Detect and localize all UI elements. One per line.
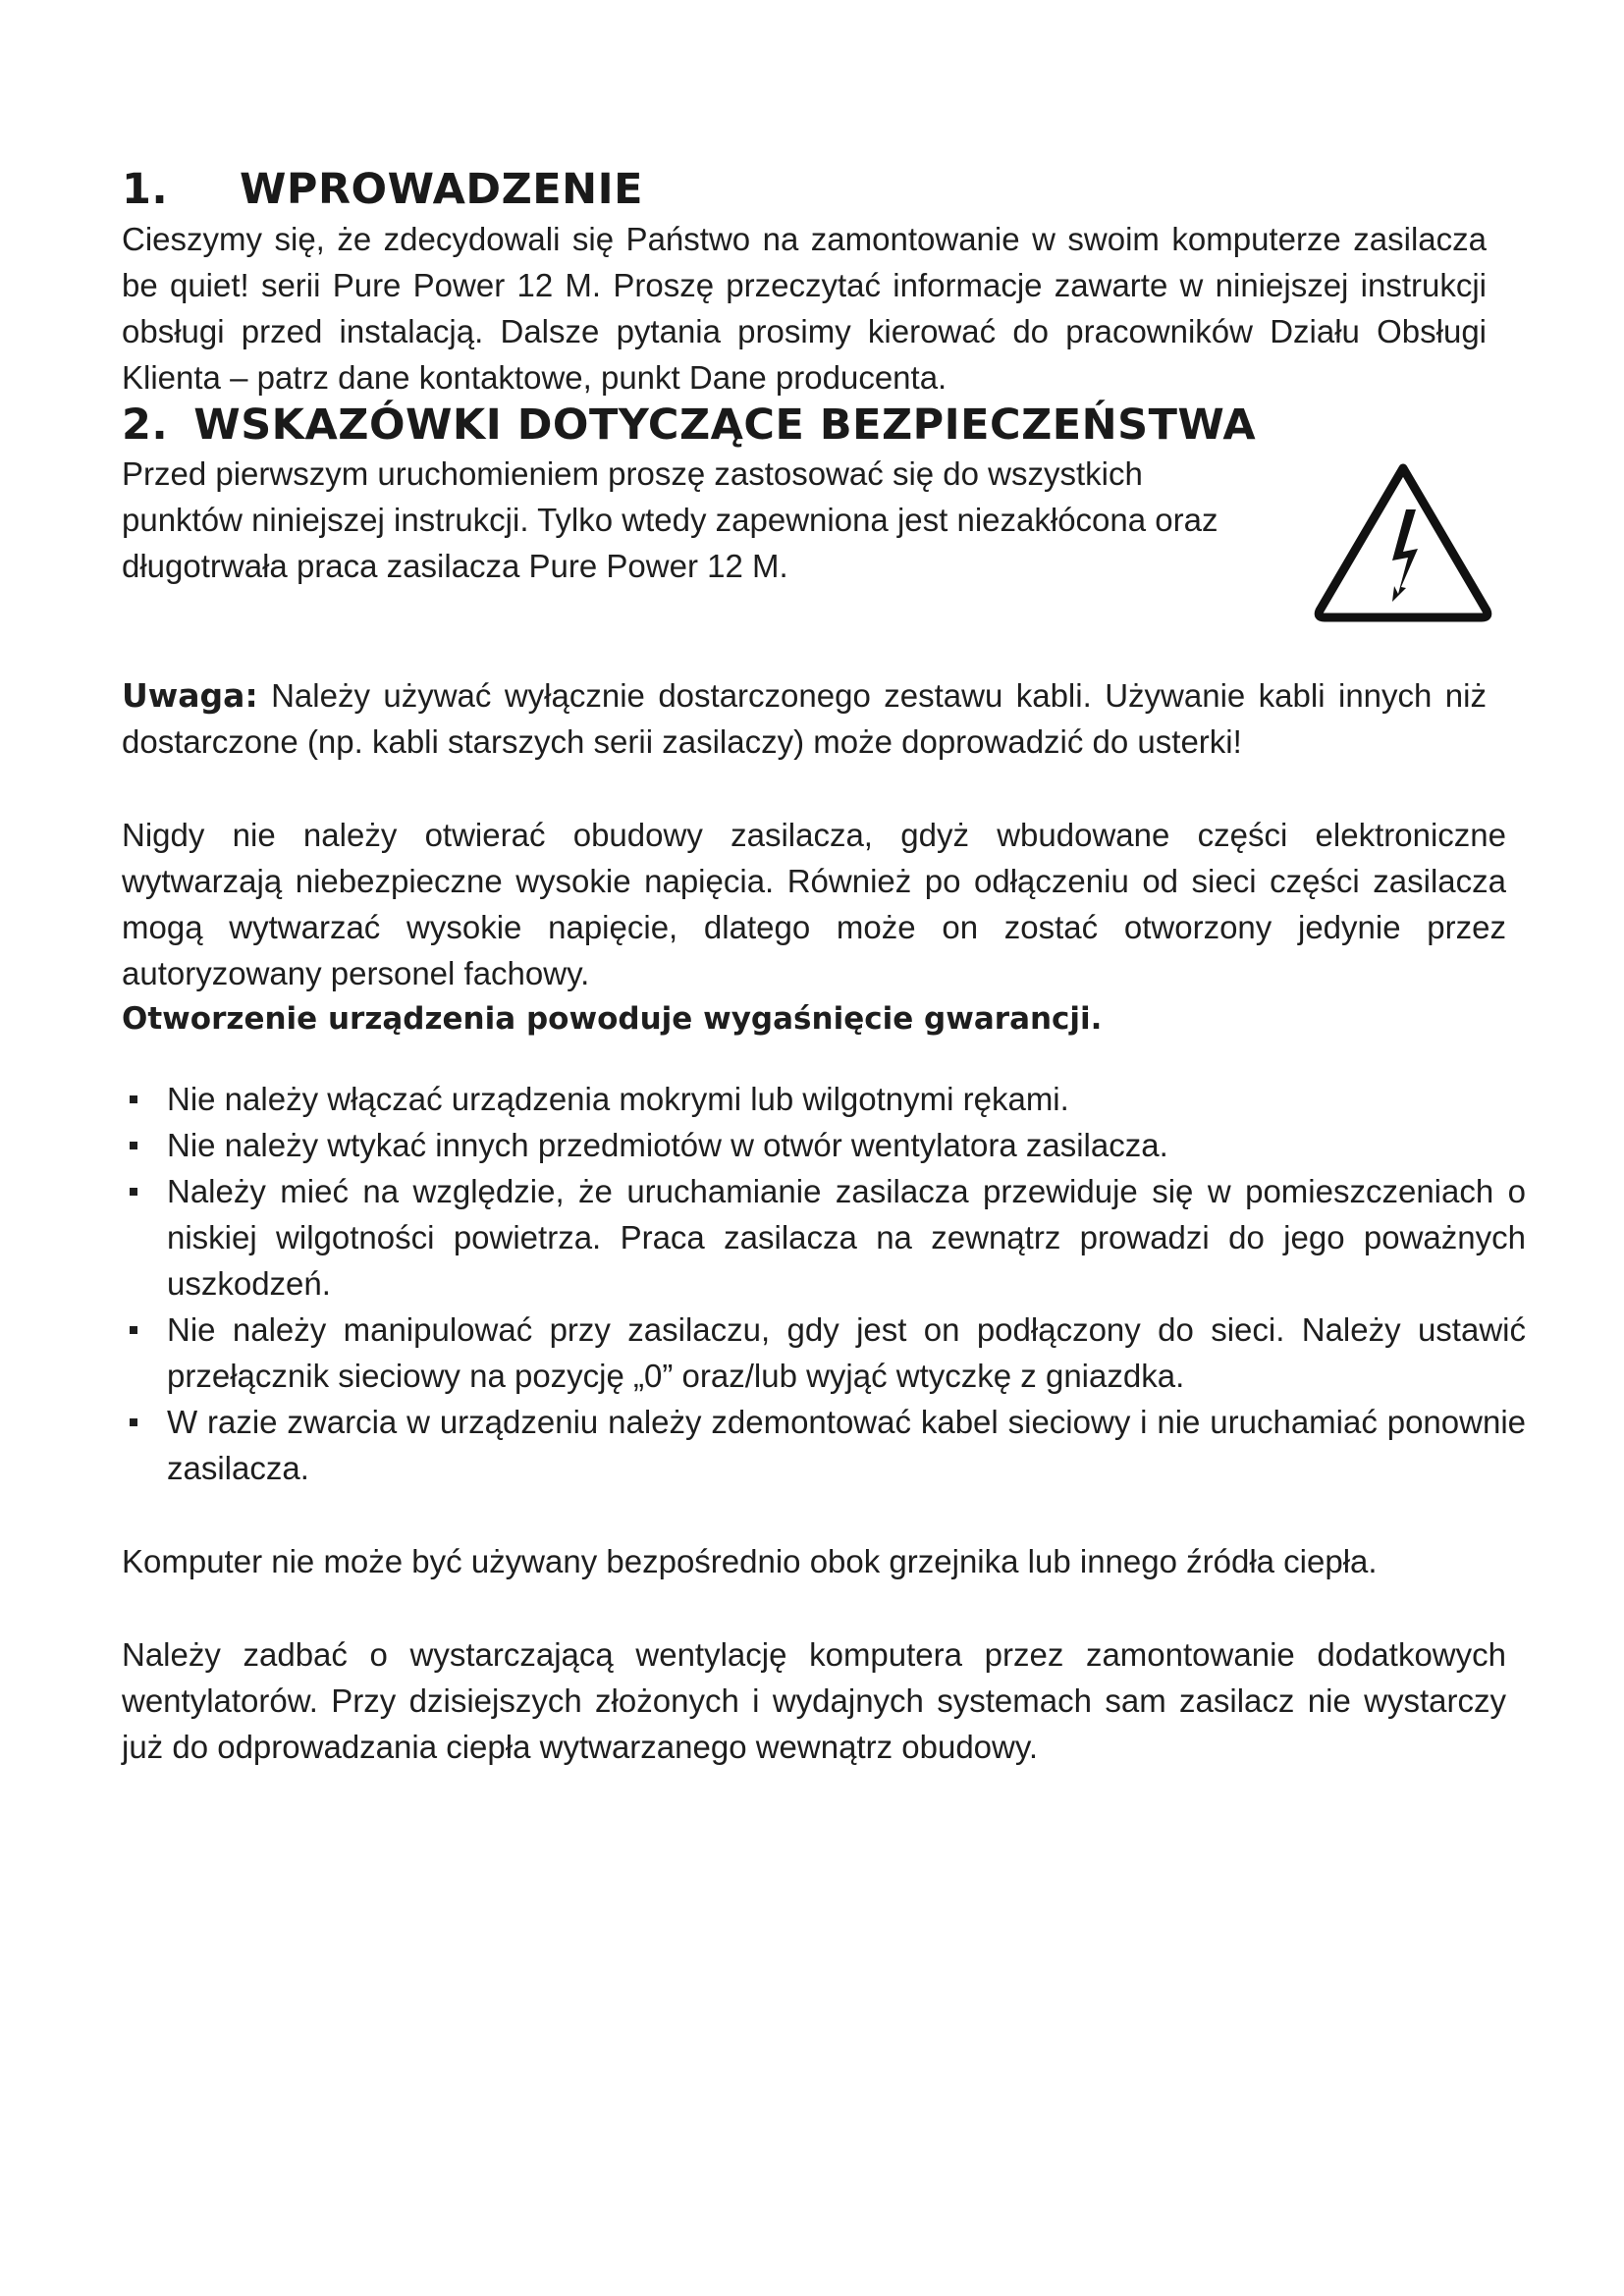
housing-warning-paragraph: Nigdy nie należy otwierać obudowy zasilacza, gdyż wbudowane części elektroniczne wytwarzają niebezpieczne wysokie napięcia. Również po odłączeniu od sieci części zasilacza mogą wytwarzać wysokie napięcie, dlatego może on zostać otworzony jedynie przez autoryzowany personel fachowy.: [122, 817, 1506, 992]
list-item: W razie zwarcia w urządzeniu należy zdemontować kabel sieciowy i nie uruchamiać ponownie zasilacza.: [122, 1399, 1526, 1491]
safety-bullet-list: [122, 1076, 1526, 1491]
bullet-icon: [130, 1418, 137, 1426]
list-item: Nie należy włączać urządzenia mokrymi lub wilgotnymi rękami.: [122, 1076, 1526, 1122]
section-1-number: 1.: [122, 165, 169, 214]
section-2-heading: [122, 400, 1516, 452]
section-2-title: WSKAZÓWKI DOTYCZĄCE BEZPIECZEŃSTWA: [193, 400, 1257, 450]
list-item: Nie należy manipulować przy zasilaczu, gdy jest on podłączony do sieci. Należy ustawić przełącznik sieciowy na pozycję „0” oraz/lub wyjąć wtyczkę z gniazdka.: [122, 1307, 1526, 1399]
bullet-icon: [130, 1326, 137, 1334]
section-1-heading: [122, 165, 1516, 216]
uwaga-text: Należy używać wyłącznie dostarczonego zestawu kabli. Używanie kabli innych niż dostarczone (np. kabli starszych serii zasilaczy) może doprowadzić do usterki!: [122, 677, 1487, 761]
list-item: Należy mieć na względzie, że uruchamianie zasilacza przewiduje się w pomieszczeniach o niskiej wilgotności powietrza. Praca zasilacza na zewnątrz prowadzi do jego poważnych uszkodzeń.: [122, 1168, 1526, 1307]
uwaga-paragraph: [122, 672, 1487, 765]
safety-intro-row: [122, 451, 1516, 625]
section-1-title: WPROWADZENIE: [240, 165, 643, 214]
safety-intro-paragraph: Przed pierwszym uruchomieniem proszę zastosować się do wszystkich punktów niniejszej instrukcji. Tylko wtedy zapewniona jest niezakłócona oraz długotrwała praca zasilacza Pure Power 12 M.: [122, 455, 1218, 585]
high-voltage-warning-icon: [1310, 458, 1496, 625]
warranty-notice: Otworzenie urządzenia powoduje wygaśnięcie gwarancji.: [122, 1001, 1103, 1038]
document-page: [122, 165, 1526, 1770]
uwaga-label: Uwaga:: [122, 676, 258, 716]
section-1-paragraph: Cieszymy się, że zdecydowali się Państwo na zamontowanie w swoim komputerze zasilacza be quiet! serii Pure Power 12 M. Proszę przeczytać informacje zawarte w niniejszej instrukcji obsługi przed instalacją. Dalsze pytania prosimy kierować do pracowników Działu Obsługi Klienta – patrz dane kontaktowe, punkt Dane producenta.: [122, 220, 1487, 396]
section-2-number: 2.: [122, 400, 169, 450]
bullet-icon: [130, 1142, 137, 1149]
bullet-icon: [130, 1095, 137, 1103]
bullet-icon: [130, 1188, 137, 1196]
ventilation-paragraph: Należy zadbać o wystarczającą wentylację komputera przez zamontowanie dodatkowych wentylatorów. Przy dzisiejszych złożonych i wydajnych systemach sam zasilacz nie wystarczy już do odprowadzania ciepła wytwarzanego wewnątrz obudowy.: [122, 1636, 1506, 1766]
list-item: Nie należy wtykać innych przedmiotów w otwór wentylatora zasilacza.: [122, 1122, 1526, 1168]
heat-source-paragraph: Komputer nie może być używany bezpośrednio obok grzejnika lub innego źródła ciepła.: [122, 1543, 1378, 1580]
